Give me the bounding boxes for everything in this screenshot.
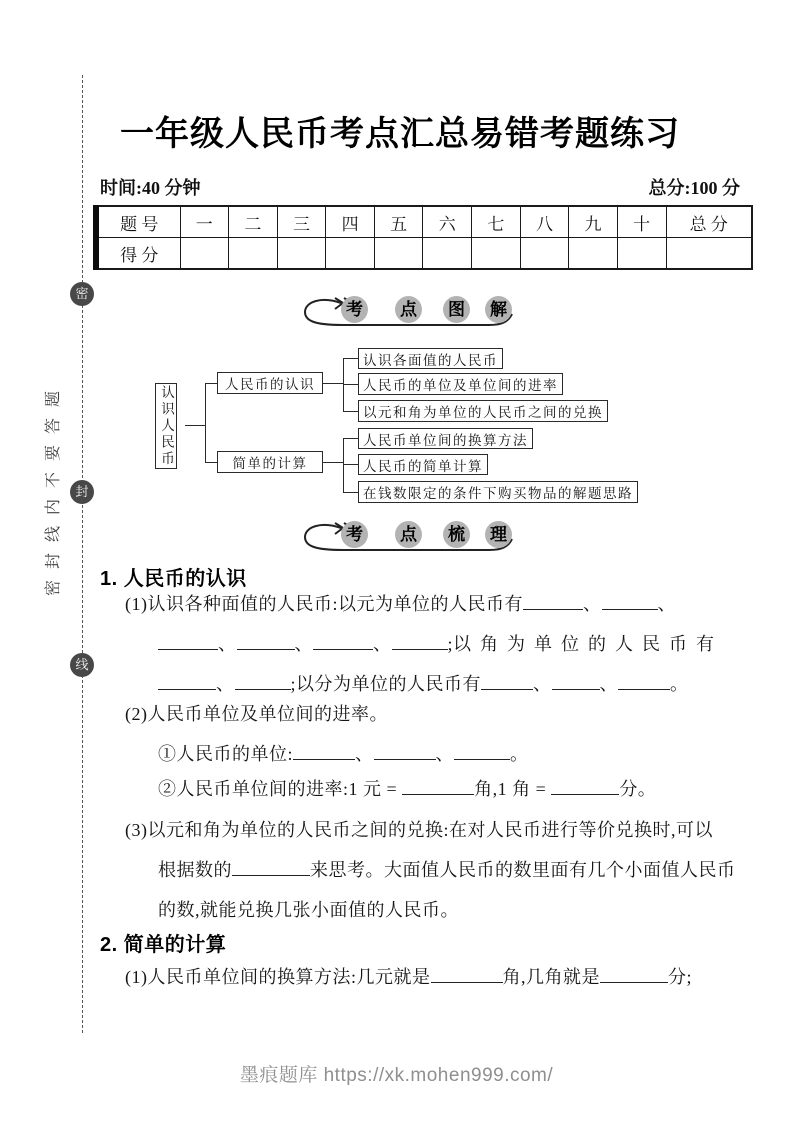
connector-line xyxy=(343,438,344,492)
text-segment: 、 xyxy=(657,594,676,614)
score-cell xyxy=(374,238,423,270)
seal-circle-mi: 密 xyxy=(70,282,94,306)
answer-blank xyxy=(237,634,295,650)
text-segment: ;以分为单位的人民币有 xyxy=(290,674,481,694)
text-segment: 、 xyxy=(294,634,313,654)
paragraph-1-3 xyxy=(100,810,748,930)
answer-blank xyxy=(158,674,216,690)
text-segment: (1)认识各种面值的人民币:以元为单位的人民币有 xyxy=(125,594,523,614)
badge-char: 点 xyxy=(395,521,422,548)
badge-char: 解 xyxy=(485,296,512,323)
paragraph-1-2 xyxy=(100,694,748,734)
text-segment: 、 xyxy=(435,744,455,764)
connector-line xyxy=(323,462,343,463)
score-cell xyxy=(666,238,752,270)
connector-line xyxy=(185,425,205,426)
answer-blank xyxy=(481,674,533,690)
answer-blank xyxy=(552,674,600,690)
text-segment: 分。 xyxy=(619,779,657,799)
text-segment: 、 xyxy=(373,634,392,654)
paragraph-2-1 xyxy=(100,957,748,997)
badge-kaodian-tujie xyxy=(301,294,515,334)
badge-char: 考 xyxy=(341,521,368,548)
score-cell xyxy=(277,238,326,270)
paragraph-1-2-sub2 xyxy=(100,769,748,809)
text-segment: 根据数的 xyxy=(158,860,232,880)
diagram-leaf-3: 以元和角为单位的人民币之间的兑换 xyxy=(358,400,608,422)
answer-blank xyxy=(374,744,436,760)
score-table-score-row xyxy=(96,238,752,270)
score-table-header-row xyxy=(96,206,752,238)
text-segment: 的数,就能兑换几张小面值的人民币。 xyxy=(158,900,459,920)
answer-blank xyxy=(618,674,670,690)
score-cell xyxy=(617,238,666,270)
diagram-leaf-4: 人民币单位间的换算方法 xyxy=(358,428,533,449)
score-cell xyxy=(569,238,618,270)
connector-line xyxy=(343,464,358,465)
diagram-root-node: 认识人民币 xyxy=(155,383,177,469)
badge-char: 梳 xyxy=(443,521,470,548)
text-segment: 角,几角就是 xyxy=(502,967,600,987)
connector-line xyxy=(343,438,358,439)
answer-blank xyxy=(431,967,503,983)
text-segment: 、 xyxy=(218,634,237,654)
score-header-cell: 二 xyxy=(229,206,278,238)
seal-dashed-line xyxy=(82,75,83,1033)
text-segment: (1)人民币单位间的换算方法:几元就是 xyxy=(125,967,431,987)
score-header-cell: 七 xyxy=(472,206,521,238)
connector-line xyxy=(343,384,358,385)
score-cell xyxy=(229,238,278,270)
answer-blank xyxy=(523,594,583,610)
score-cell xyxy=(180,238,229,270)
text-segment: 、 xyxy=(355,744,374,764)
answer-blank xyxy=(158,634,218,650)
text-segment: 。 xyxy=(510,744,529,764)
text-segment: 分; xyxy=(668,967,693,987)
paragraph-1-1 xyxy=(100,584,748,704)
score-header-cell: 八 xyxy=(520,206,569,238)
score-header-cell: 一 xyxy=(180,206,229,238)
text-segment: 、 xyxy=(533,674,552,694)
score-header-cell: 题 号 xyxy=(96,206,180,238)
score-header-cell: 十 xyxy=(617,206,666,238)
answer-blank xyxy=(454,744,510,760)
text-segment: 、 xyxy=(583,594,602,614)
connector-line xyxy=(205,462,217,463)
answer-blank xyxy=(402,779,474,795)
answer-blank xyxy=(602,594,658,610)
text-segment: (3)以元和角为单位的人民币之间的兑换:在对人民币进行等价兑换时,可以 xyxy=(125,820,713,840)
connector-line xyxy=(343,358,358,359)
seal-vertical-text: 密封线内不要答题 xyxy=(45,380,62,597)
badge-char: 图 xyxy=(443,296,470,323)
text-segment: 、 xyxy=(599,674,618,694)
answer-blank xyxy=(235,674,291,690)
concept-diagram xyxy=(150,345,670,510)
answer-blank xyxy=(551,779,619,795)
diagram-leaf-2: 人民币的单位及单位间的进率 xyxy=(358,373,563,395)
badge-char: 理 xyxy=(485,521,512,548)
text-segment: 。 xyxy=(670,674,689,694)
answer-blank xyxy=(600,967,668,983)
text-segment: (2)人民币单位及单位间的进率。 xyxy=(125,704,388,724)
connector-line xyxy=(205,383,206,463)
diagram-leaf-1: 认识各面值的人民币 xyxy=(358,348,503,369)
seal-circle-feng: 封 xyxy=(70,480,94,504)
text-segment: 以角为单位的人民币有 xyxy=(453,634,724,654)
text-segment: ; xyxy=(447,634,454,654)
paragraph-1-2-sub1 xyxy=(100,734,748,774)
section-heading-1: 1. 人民币的认识 xyxy=(100,568,247,590)
score-row-label: 得 分 xyxy=(96,238,180,270)
text-segment: 来思考。大面值人民币的数里面有几个小面值人民币 xyxy=(310,860,736,880)
total-score-label: 总分:100 分 xyxy=(648,178,740,198)
time-label: 时间:40 分钟 xyxy=(100,178,201,198)
score-header-cell: 三 xyxy=(277,206,326,238)
seal-circle-xian: 线 xyxy=(70,653,94,677)
meta-row xyxy=(100,174,740,200)
answer-blank xyxy=(232,860,310,876)
score-header-cell: 四 xyxy=(326,206,375,238)
diagram-leaf-5: 人民币的简单计算 xyxy=(358,454,488,475)
answer-blank xyxy=(293,744,355,760)
connector-line xyxy=(343,411,358,412)
connector-line xyxy=(323,383,343,384)
connector-line xyxy=(205,383,217,384)
diagram-branch-jiandan-jisuan: 简单的计算 xyxy=(217,451,323,473)
badge-char: 点 xyxy=(395,296,422,323)
diagram-leaf-6: 在钱数限定的条件下购买物品的解题思路 xyxy=(358,481,638,503)
footer-link: 墨痕题库 https://xk.mohen999.com/ xyxy=(239,1065,554,1086)
diagram-branch-renminbi-renshi: 人民币的认识 xyxy=(217,372,323,394)
page-title: 一年级人民币考点汇总易错考题练习 xyxy=(120,115,680,153)
text-segment: 角,1 角 = xyxy=(474,779,552,799)
score-header-cell: 五 xyxy=(374,206,423,238)
score-cell xyxy=(520,238,569,270)
score-header-cell: 六 xyxy=(423,206,472,238)
score-header-cell: 总 分 xyxy=(666,206,752,238)
score-header-cell: 九 xyxy=(569,206,618,238)
score-cell xyxy=(326,238,375,270)
text-segment: ②人民币单位间的进率:1 元 = xyxy=(158,779,403,799)
score-cell xyxy=(472,238,521,270)
badge-kaodian-shuli xyxy=(301,519,515,559)
answer-blank xyxy=(313,634,373,650)
text-segment: ①人民币的单位: xyxy=(158,744,294,764)
answer-blank xyxy=(392,634,448,650)
score-table xyxy=(93,205,753,270)
badge-char: 考 xyxy=(341,296,368,323)
section-heading-2: 2. 简单的计算 xyxy=(100,934,227,956)
text-segment: 、 xyxy=(216,674,235,694)
score-cell xyxy=(423,238,472,270)
connector-line xyxy=(343,492,358,493)
